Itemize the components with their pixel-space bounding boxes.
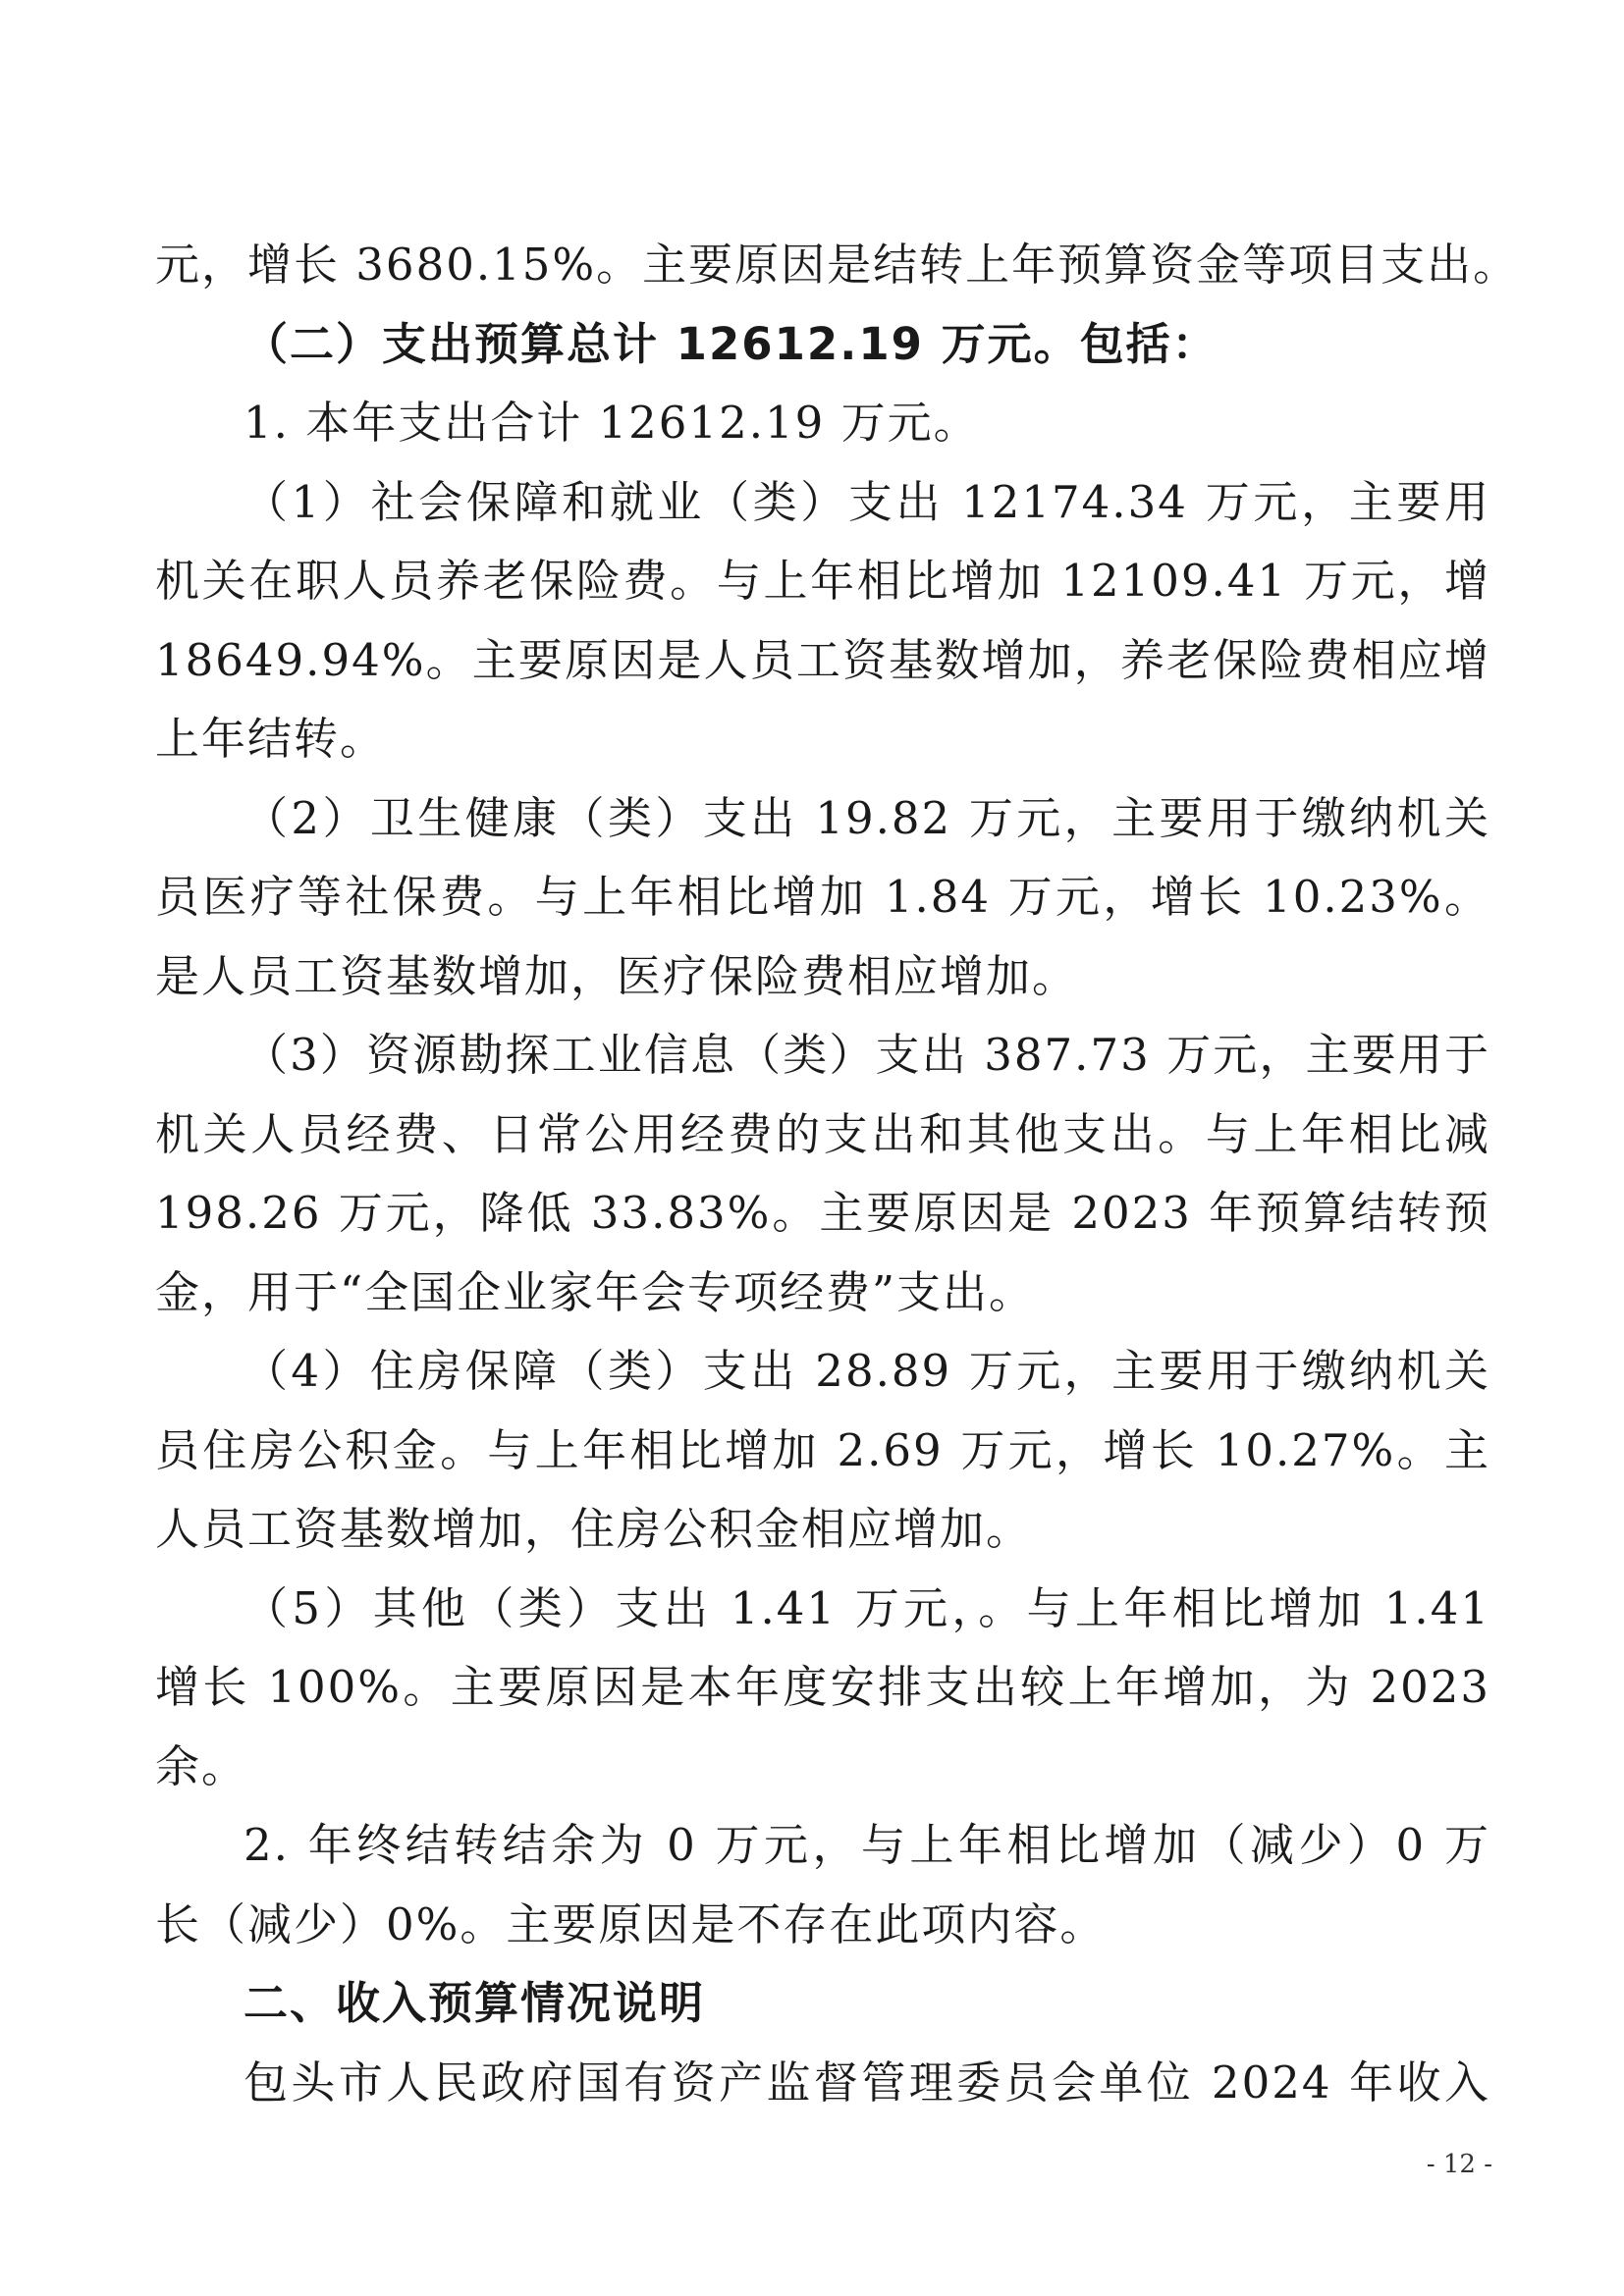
paragraph-line: （5）其他（类）支出 1.41 万元，。与上年相比增加 1.41 — [244, 1582, 1490, 1634]
paragraph-line: 机关人员经费、日常公用经费的支出和其他支出。与上年相比减 — [155, 1108, 1490, 1160]
paragraph-line: 包头市人民政府国有资产监督管理委员会单位 2024 年收入 — [244, 2056, 1490, 2109]
paragraph-line: 员住房公积金。与上年相比增加 2.69 万元，增长 10.27%。主 — [155, 1424, 1490, 1476]
paragraph-line: 人员工资基数增加，住房公积金相应增加。 — [155, 1503, 1033, 1555]
paragraph-line: 是人员工资基数增加，医疗保险费相应增加。 — [155, 950, 1079, 1002]
paragraph-line: 机关在职人员养老保险费。与上年相比增加 12109.41 万元，增 — [155, 555, 1490, 607]
paragraph-line: 增长 100%。主要原因是本年度安排支出较上年增加，为 2023 — [155, 1661, 1490, 1713]
paragraph-line: 余。 — [155, 1740, 248, 1792]
paragraph-line: 上年结转。 — [155, 713, 387, 765]
paragraph-line: （2）卫生健康（类）支出 19.82 万元，主要用于缴纳机关 — [244, 792, 1490, 844]
paragraph-line: 金，用于“全国企业家年会专项经费”支出。 — [155, 1266, 1036, 1318]
paragraph-line: （3）资源勘探工业信息（类）支出 387.73 万元，主要用于 — [244, 1029, 1490, 1081]
paragraph-line: （4）住房保障（类）支出 28.89 万元，主要用于缴纳机关 — [244, 1345, 1490, 1397]
section-heading-income: 二、收入预算情况说明 — [244, 1977, 706, 2029]
paragraph-line: 18649.94%。主要原因是人员工资基数增加，养老保险费相应增 — [155, 634, 1490, 686]
paragraph-line: 2. 年终结转结余为 0 万元，与上年相比增加（减少）0 万 — [244, 1819, 1490, 1871]
paragraph-line: 员医疗等社保费。与上年相比增加 1.84 万元，增长 10.23%。 — [155, 871, 1490, 923]
paragraph-line: （1）社会保障和就业（类）支出 12174.34 万元，主要用 — [244, 476, 1490, 528]
paragraph-line: 长（减少）0%。主要原因是不存在此项内容。 — [155, 1898, 1107, 1950]
paragraph-line-continuation: 元，增长 3680.15%。主要原因是结转上年预算资金等项目支出。 — [155, 239, 1520, 291]
page-number: - 12 - — [1426, 2150, 1492, 2179]
section-heading-expenditure: （二）支出预算总计 12612.19 万元。包括： — [244, 318, 1218, 370]
paragraph-line: 198.26 万元，降低 33.83%。主要原因是 2023 年预算结转预 — [155, 1187, 1490, 1239]
subheading-annual-expenditure: 1. 本年支出合计 12612.19 万元。 — [244, 397, 980, 449]
